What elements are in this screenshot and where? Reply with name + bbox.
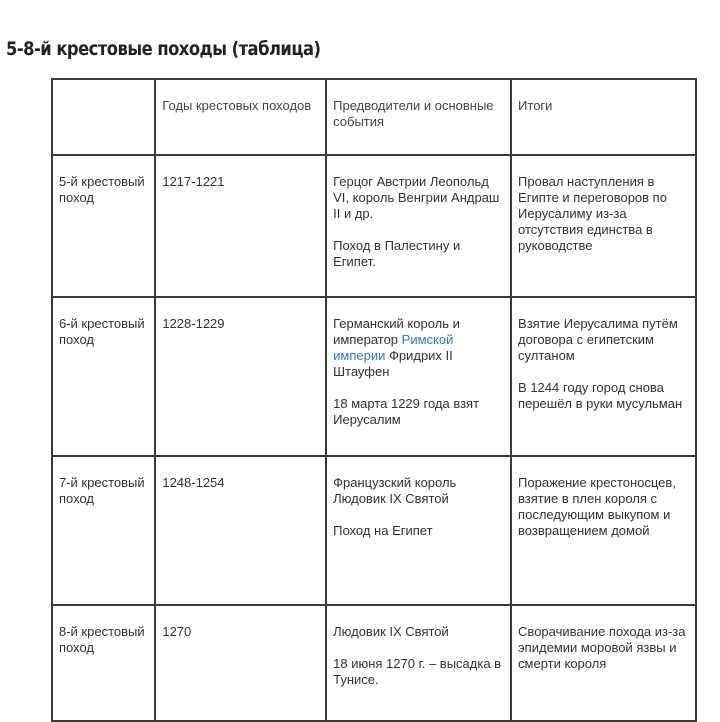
crusade-leaders [326, 605, 511, 721]
table-row [52, 605, 696, 721]
crusade-name: 8-й крестовый поход [52, 605, 155, 721]
results-text: Поражение крестоносцев, взятие в плен короля с последующим выкупом и возвращением домой [518, 475, 676, 538]
header-years: Годы крестовых походов [155, 79, 326, 155]
crusades-table [51, 78, 697, 722]
table-row [52, 155, 696, 297]
table-row [52, 297, 696, 456]
crusade-years: 1228-1229 [155, 297, 326, 456]
header-name [52, 79, 155, 155]
events-text: Поход в Палестину и Египет. [333, 238, 461, 269]
crusade-name: 7-й крестовый поход [52, 456, 155, 605]
page-title: 5-8-й крестовые походы (таблица) [6, 38, 321, 60]
events-text: 18 июня 1270 г. – высадка в Тунисе. [333, 656, 502, 687]
header-leaders: Предводители и основные события [326, 79, 511, 155]
leaders-text: Людовик IX Святой [333, 624, 449, 639]
crusade-leaders [326, 155, 511, 297]
leaders-text: Французский король Людовик IX Святой [333, 475, 457, 506]
crusade-years: 1217-1221 [155, 155, 326, 297]
leaders-text: Герцог Австрии Леопольд VI, король Венгрии Андраш II и др. [333, 174, 500, 221]
header-results: Итоги [511, 79, 696, 155]
events-text: Поход на Египет [333, 523, 433, 538]
crusade-results [511, 297, 696, 456]
leaders-text [333, 316, 506, 380]
crusade-years: 1270 [155, 605, 326, 721]
results-text: Взятие Иерусалима путём договора с египетским султаном [518, 316, 678, 363]
events-text: 18 марта 1229 года взят Иерусалим [333, 396, 480, 427]
table-row [52, 456, 696, 605]
results-text-2: В 1244 году город снова перешёл в руки мусульман [518, 380, 683, 411]
crusade-results [511, 155, 696, 297]
table-header-row [52, 79, 696, 155]
crusade-leaders [326, 297, 511, 456]
crusade-years: 1248-1254 [155, 456, 326, 605]
leaders-text-pre: Германский король и император [333, 316, 460, 347]
crusade-results [511, 456, 696, 605]
results-text: Провал наступления в Египте и переговоров по Иерусалиму из-за отсутствия единства в руководстве [518, 174, 667, 253]
results-text: Сворачивание похода из-за эпидемии моровой язвы и смерти короля [518, 624, 686, 671]
crusade-name: 5-й крестовый поход [52, 155, 155, 297]
crusade-name: 6-й крестовый поход [52, 297, 155, 456]
crusade-results [511, 605, 696, 721]
crusade-leaders [326, 456, 511, 605]
leaders-text-post: Фридрих II Штауфен [333, 348, 453, 379]
roman-empire-link[interactable]: Римской империи [333, 332, 454, 363]
